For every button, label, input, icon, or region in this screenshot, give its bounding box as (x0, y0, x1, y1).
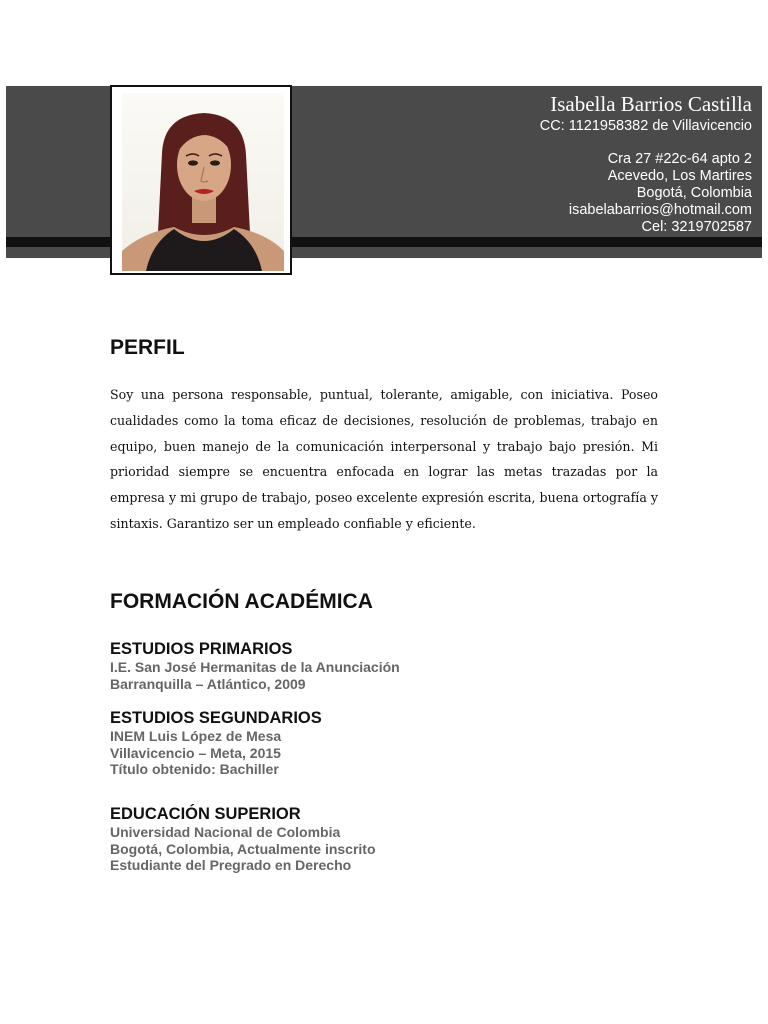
higher-education-heading: EDUCACIÓN SUPERIOR (110, 805, 301, 823)
secondary-studies-line: Título obtenido: Bachiller (110, 761, 279, 777)
primary-studies-heading: ESTUDIOS PRIMARIOS (110, 640, 293, 658)
secondary-studies-heading: ESTUDIOS SEGUNDARIOS (110, 709, 322, 727)
contact-block (540, 92, 752, 236)
profile-photo (122, 93, 284, 271)
profile-photo-illustration (122, 93, 284, 271)
city: Bogotá, Colombia (636, 185, 752, 201)
profile-title: PERFIL (110, 336, 185, 359)
secondary-studies-line: Villavicencio – Meta, 2015 (110, 744, 281, 761)
higher-education-line: Universidad Nacional de Colombia (110, 824, 341, 840)
education-title: FORMACIÓN ACADÉMICA (110, 590, 373, 613)
primary-studies-line: I.E. San José Hermanitas de la Anunciación (110, 659, 400, 675)
higher-education-line: Bogotá, Colombia, Actualmente inscrito (110, 840, 376, 857)
email: isabelabarrios@hotmail.com (568, 202, 752, 218)
phone: Cel: 3219702587 (641, 219, 752, 235)
higher-education-line: Estudiante del Pregrado en Derecho (110, 857, 352, 873)
primary-studies (110, 640, 400, 692)
profile-text: Soy una persona responsable, puntual, tolerante, amigable, con iniciativa. Poseo cualidades como la toma eficaz de decisiones, resolución de problemas, trabajo en equipo, buen manejo de la comunicación interpersonal y trabajo bajo presión. Mi prioridad siempre se encuentra enfocada en lograr las metas trazadas por la empresa y mi grupo de trabajo, poseo excelente expresión escrita, buena ortografía y sintaxis. Garantizo ser un empleado confiable y eficiente. (110, 387, 658, 531)
candidate-name: Isabella Barrios Castilla (550, 92, 752, 116)
id-number: CC: 1121958382 de Villavicencio (539, 118, 752, 134)
primary-studies-line: Barranquilla – Atlántico, 2009 (110, 675, 306, 692)
profile-photo-frame (110, 85, 292, 275)
secondary-studies (110, 709, 322, 778)
higher-education (110, 805, 376, 874)
secondary-studies-line: INEM Luis López de Mesa (110, 728, 282, 744)
address-line-1: Cra 27 #22c-64 apto 2 (607, 151, 752, 167)
address-line-2: Acevedo, Los Martires (607, 168, 752, 184)
